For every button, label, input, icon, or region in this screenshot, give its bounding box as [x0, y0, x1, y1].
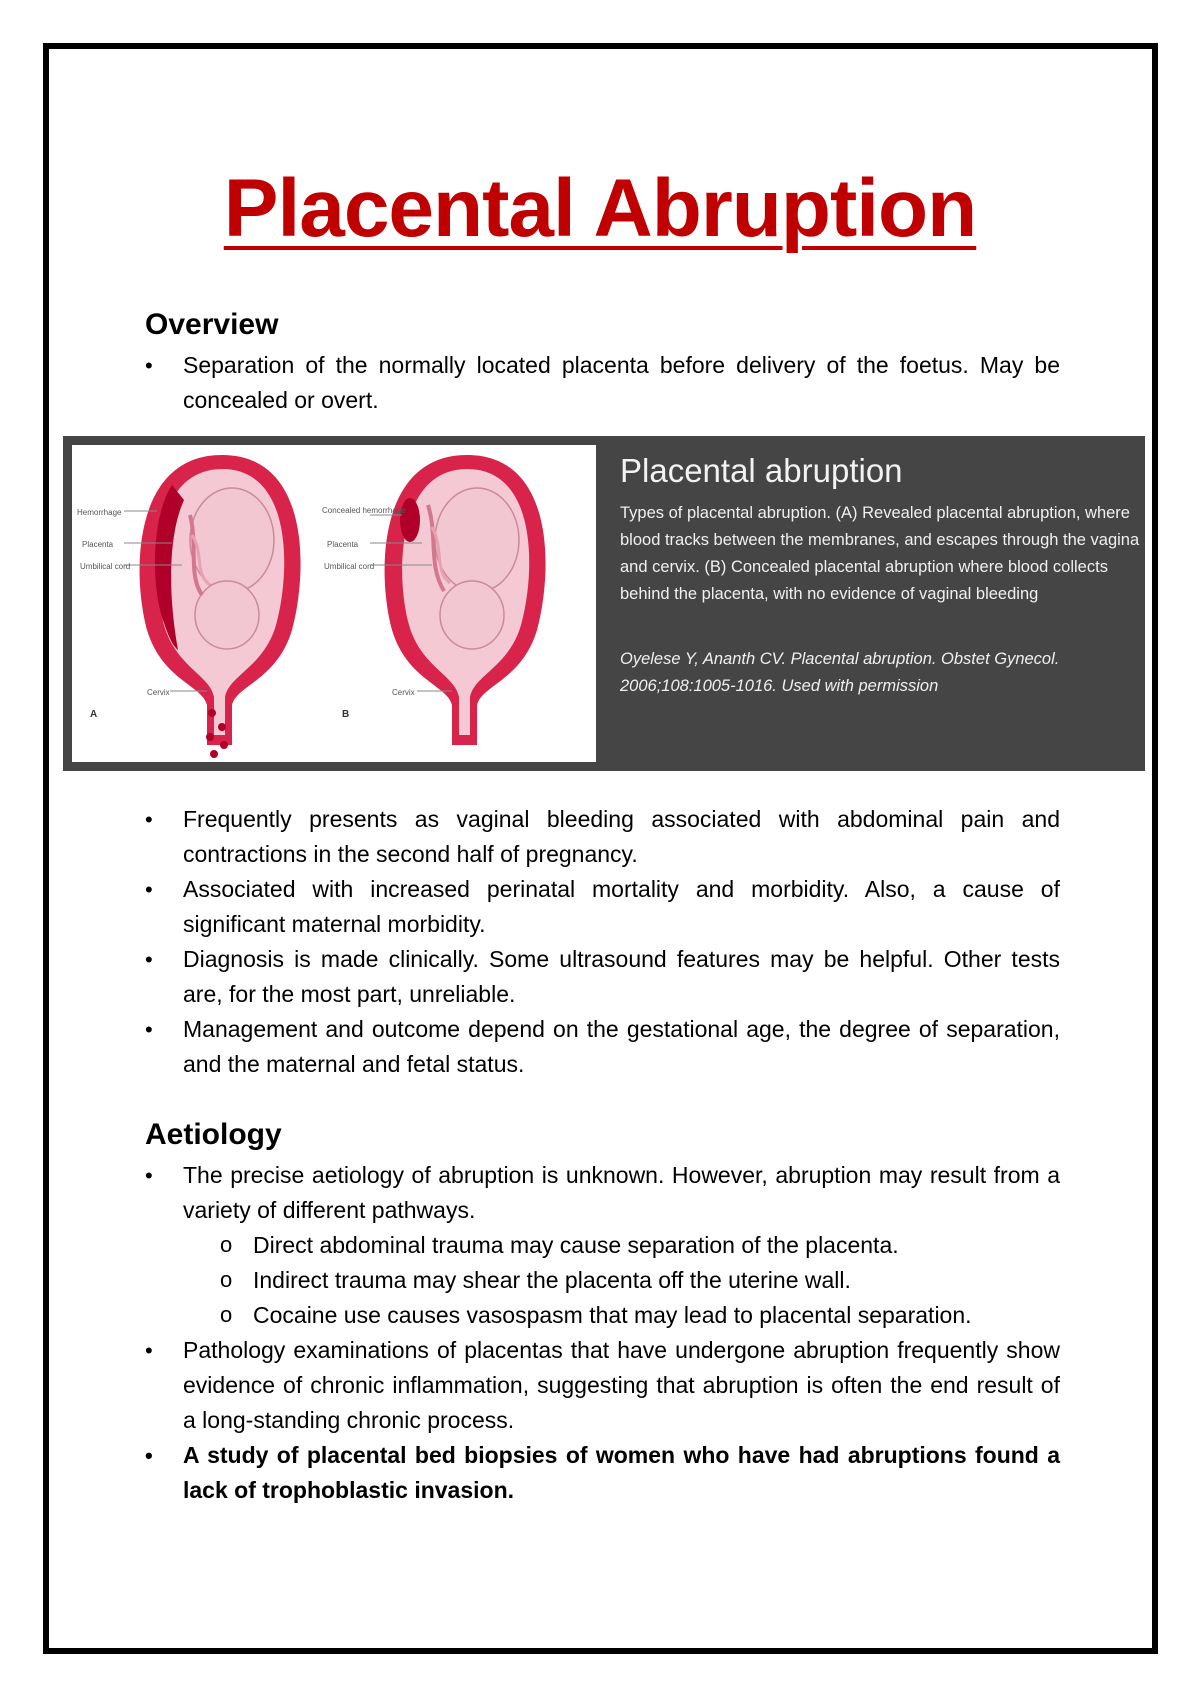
sub-list-item: o Direct abdominal trauma may cause separation of the placenta. — [145, 1228, 1060, 1263]
list-item: • Associated with increased perinatal mortality and morbidity. Also, a cause of significant maternal morbidity. — [145, 872, 1060, 942]
list-item: • The precise aetiology of abruption is unknown. However, abruption may result from a variety of different pathways. — [145, 1158, 1060, 1228]
label-cervix-b: Cervix — [392, 688, 415, 697]
list-item: • Diagnosis is made clinically. Some ultrasound features may be helpful. Other tests are, for the most part, unreliable. — [145, 942, 1060, 1012]
list-item: • A study of placental bed biopsies of women who have had abruptions found a lack of trophoblastic invasion. — [145, 1438, 1060, 1508]
label-cord-a: Umbilical cord — [80, 562, 131, 571]
abruption-illustration — [72, 445, 596, 762]
label-hemorrhage-b: Concealed hemorrhage — [322, 506, 406, 515]
label-letter-a: A — [90, 709, 98, 720]
aetiology-list — [145, 1158, 1060, 1508]
aetiology-sub-list — [145, 1228, 1060, 1333]
aetiology-heading: Aetiology — [145, 1118, 282, 1151]
figure-citation: Oyelese Y, Ananth CV. Placental abruption. Obstet Gynecol. 2006;108:1005-1016. Used with permission — [620, 650, 1060, 695]
overview-list — [145, 348, 1060, 418]
label-placenta-a: Placenta — [82, 540, 114, 549]
label-hemorrhage-a: Hemorrhage — [77, 508, 122, 517]
overview-details-list — [145, 802, 1060, 1082]
label-letter-b: B — [342, 709, 350, 720]
list-item: • Pathology examinations of placentas that have undergone abruption frequently show evidence of chronic inflammation, suggesting that abruption is often the end result of a long-standing chronic process. — [145, 1333, 1060, 1438]
list-item: • Management and outcome depend on the gestational age, the degree of separation, and the maternal and fetal status. — [145, 1012, 1060, 1082]
label-cord-b: Umbilical cord — [324, 562, 375, 571]
list-item: • Separation of the normally located placenta before delivery of the foetus. May be concealed or overt. — [145, 348, 1060, 418]
figure-title: Placental abruption — [620, 452, 903, 489]
diagram-a — [77, 455, 301, 758]
sub-list-container — [145, 1228, 1060, 1333]
label-cervix-a: Cervix — [147, 688, 170, 697]
label-placenta-b: Placenta — [327, 540, 359, 549]
figure-panel — [63, 436, 1145, 771]
sub-list-item: o Cocaine use causes vasospasm that may lead to placental separation. — [145, 1298, 1060, 1333]
uterus-diagram — [72, 445, 596, 762]
figure-caption: Types of placental abruption. (A) Revealed placental abruption, where blood tracks between the membranes, and escapes through the vagina and cervix. (B) Concealed placental abruption where blood collects behind the placenta, with no evidence of vaginal bleeding — [620, 504, 1140, 603]
list-item: • Frequently presents as vaginal bleeding associated with abdominal pain and contractions in the second half of pregnancy. — [145, 802, 1060, 872]
diagram-b — [322, 455, 546, 745]
overview-heading: Overview — [145, 308, 279, 341]
sub-list-item: o Indirect trauma may shear the placenta off the uterine wall. — [145, 1263, 1060, 1298]
page-title: Placental Abruption — [223, 163, 977, 254]
